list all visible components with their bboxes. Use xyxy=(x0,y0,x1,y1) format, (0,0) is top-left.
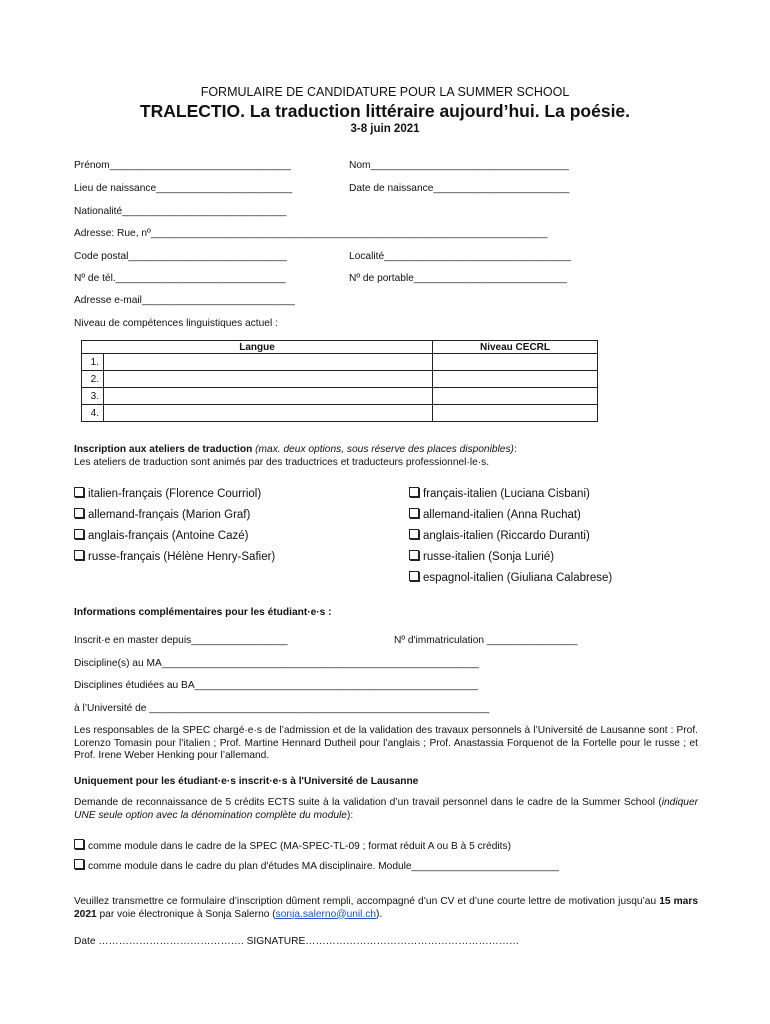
option-label: anglais-italien (Riccardo Duranti) xyxy=(423,530,590,542)
field-discipline-ma[interactable]: Discipline(s) au MA________________________________________________________ xyxy=(74,658,480,669)
option-russe-italien[interactable] xyxy=(409,550,554,563)
table-header-row xyxy=(82,341,598,354)
field-nationalite[interactable]: Nationalité_____________________________ xyxy=(74,206,287,217)
checkbox-icon[interactable] xyxy=(409,550,419,560)
checkbox-icon[interactable] xyxy=(409,487,419,497)
transmit-end: ). xyxy=(376,908,383,920)
table-row xyxy=(82,371,598,388)
option-module-ma[interactable] xyxy=(74,859,559,872)
langue-cell[interactable] xyxy=(104,405,433,422)
option-russe-francais[interactable] xyxy=(74,550,275,563)
row-number: 1. xyxy=(82,354,104,371)
niveau-label: Niveau de compétences linguistiques actuel : xyxy=(74,318,278,329)
field-lieu-naissance[interactable]: Lieu de naissance________________________ xyxy=(74,183,293,194)
header-niveau: Niveau CECRL xyxy=(433,341,598,354)
form-dates: 3-8 juin 2021 xyxy=(350,123,420,135)
field-immatriculation[interactable]: Nº d'immatriculation ________________ xyxy=(394,635,578,646)
option-label: allemand-italien (Anna Ruchat) xyxy=(423,509,581,521)
transmit-deadline: 15 mars 2021 xyxy=(74,896,698,920)
option-francais-italien[interactable] xyxy=(409,487,590,500)
field-nom[interactable]: Nom___________________________________ xyxy=(349,160,569,171)
checkbox-icon[interactable] xyxy=(409,571,419,581)
checkbox-icon[interactable] xyxy=(74,859,84,869)
row-number: 3. xyxy=(82,388,104,405)
option-allemand-francais[interactable] xyxy=(74,508,250,521)
checkbox-icon[interactable] xyxy=(74,550,84,560)
ateliers-title-end: : xyxy=(513,444,517,455)
field-prenom[interactable]: Prénom________________________________ xyxy=(74,160,291,171)
transmit-paragraph xyxy=(74,896,698,921)
option-anglais-francais[interactable] xyxy=(74,529,248,542)
field-adresse[interactable]: Adresse: Rue, nº______________________________________________________________________ xyxy=(74,228,548,239)
option-espagnol-italien[interactable] xyxy=(409,571,612,584)
field-master-depuis[interactable]: Inscrit·e en master depuis_________________ xyxy=(74,635,288,646)
field-telephone[interactable]: Nº de tél.______________________________ xyxy=(74,273,286,284)
field-localite[interactable]: Localité_________________________________ xyxy=(349,251,572,262)
ateliers-subtitle: Les ateliers de traduction sont animés par des traductrices et traducteurs professionnel·le·s. xyxy=(74,457,490,468)
niveau-cell[interactable] xyxy=(433,388,598,405)
table-row xyxy=(82,405,598,422)
option-label: italien-français (Florence Courriol) xyxy=(88,488,262,500)
table-row xyxy=(82,388,598,405)
option-label: anglais-français (Antoine Cazé) xyxy=(88,530,249,542)
field-disciplines-ba[interactable]: Disciplines étudiées au BA__________________________________________________ xyxy=(74,680,478,691)
row-number: 2. xyxy=(82,371,104,388)
option-label: allemand-français (Marion Graf) xyxy=(88,509,251,521)
email-link[interactable]: sonja.salerno@unil.ch xyxy=(275,908,377,920)
langue-cell[interactable] xyxy=(104,354,433,371)
field-code-postal[interactable]: Code postal____________________________ xyxy=(74,251,288,262)
option-label: espagnol-italien (Giuliana Calabrese) xyxy=(423,572,613,584)
responsables-paragraph: Les responsables de la SPEC chargé·e·s de l’admission et de la validation des travaux personnels à l’Université de Lausanne sont : Prof. Lorenzo Tomasin pour l’italien ; Prof. Martine Hennard Dutheil pour l’anglais ; Prof. Anastassia Forquenot de la Fortelle pour le russe ; et Prof. Irene Weber Henking pour l’allemand. xyxy=(74,725,698,761)
checkbox-icon[interactable] xyxy=(74,529,84,539)
niveau-cell[interactable] xyxy=(433,405,598,422)
row-number: 4. xyxy=(82,405,104,422)
option-label: russe-français (Hélène Henry-Safier) xyxy=(88,551,276,563)
demande-end: ): xyxy=(346,809,354,821)
checkbox-icon[interactable] xyxy=(74,839,84,849)
option-label: russe-italien (Sonja Lurié) xyxy=(423,551,555,563)
ateliers-title xyxy=(74,444,517,455)
field-date-naissance[interactable]: Date de naissance________________________ xyxy=(349,183,570,194)
demande-italic: indiquer UNE seule option avec la dénomination complète du module xyxy=(74,797,698,821)
table-row xyxy=(82,354,598,371)
field-universite[interactable]: à l’Université de ____________________________________________________________ xyxy=(74,703,490,714)
form-heading: FORMULAIRE DE CANDIDATURE POUR LA SUMMER SCHOOL xyxy=(200,85,570,99)
niveau-cell[interactable] xyxy=(433,354,598,371)
transmit-text: Veuillez transmettre ce formulaire d’inscription dûment rempli, accompagné d’un CV et d’une courte lettre de motivation jusqu’au xyxy=(74,896,660,907)
langue-cell[interactable] xyxy=(104,371,433,388)
infos-title: Informations complémentaires pour les étudiant·e·s : xyxy=(74,607,332,618)
transmit-middle: par voie électronique à Sonja Salerno ( xyxy=(96,908,276,920)
demande-text: Demande de reconnaissance de 5 crédits ECTS suite à la validation d’un travail personnel dans le cadre de la Summer School ( xyxy=(74,797,662,808)
demande-paragraph xyxy=(74,797,698,822)
language-table xyxy=(81,340,598,422)
form-title: TRALECTIO. La traduction littéraire aujourd’hui. La poésie. xyxy=(139,101,631,121)
option-label: comme module dans le cadre du plan d'études MA disciplinaire. Module__________________________ xyxy=(88,861,559,872)
option-anglais-italien[interactable] xyxy=(409,529,590,542)
niveau-cell[interactable] xyxy=(433,371,598,388)
lausanne-title: Uniquement pour les étudiant·e·s inscrit·e·s à l'Université de Lausanne xyxy=(74,776,419,787)
ateliers-title-italic: (max. deux options, sous réserve des places disponibles) xyxy=(252,444,514,455)
field-portable[interactable]: Nº de portable___________________________ xyxy=(349,273,567,284)
option-module-spec[interactable] xyxy=(74,839,511,852)
checkbox-icon[interactable] xyxy=(409,529,419,539)
option-allemand-italien[interactable] xyxy=(409,508,581,521)
date-signature-line[interactable]: Date ……………………………………. SIGNATURE……………………………………………………… xyxy=(74,936,520,947)
option-label: français-italien (Luciana Cisbani) xyxy=(423,488,590,500)
header-langue: Langue xyxy=(82,341,433,354)
checkbox-icon[interactable] xyxy=(74,487,84,497)
option-italien-francais[interactable] xyxy=(74,487,261,500)
ateliers-title-bold: Inscription aux ateliers de traduction xyxy=(74,444,253,455)
field-email[interactable]: Adresse e-mail___________________________ xyxy=(74,295,295,306)
checkbox-icon[interactable] xyxy=(409,508,419,518)
checkbox-icon[interactable] xyxy=(74,508,84,518)
option-label: comme module dans le cadre de la SPEC (MA-SPEC-TL-09 ; format réduit A ou B à 5 crédits) xyxy=(88,841,511,852)
langue-cell[interactable] xyxy=(104,388,433,405)
